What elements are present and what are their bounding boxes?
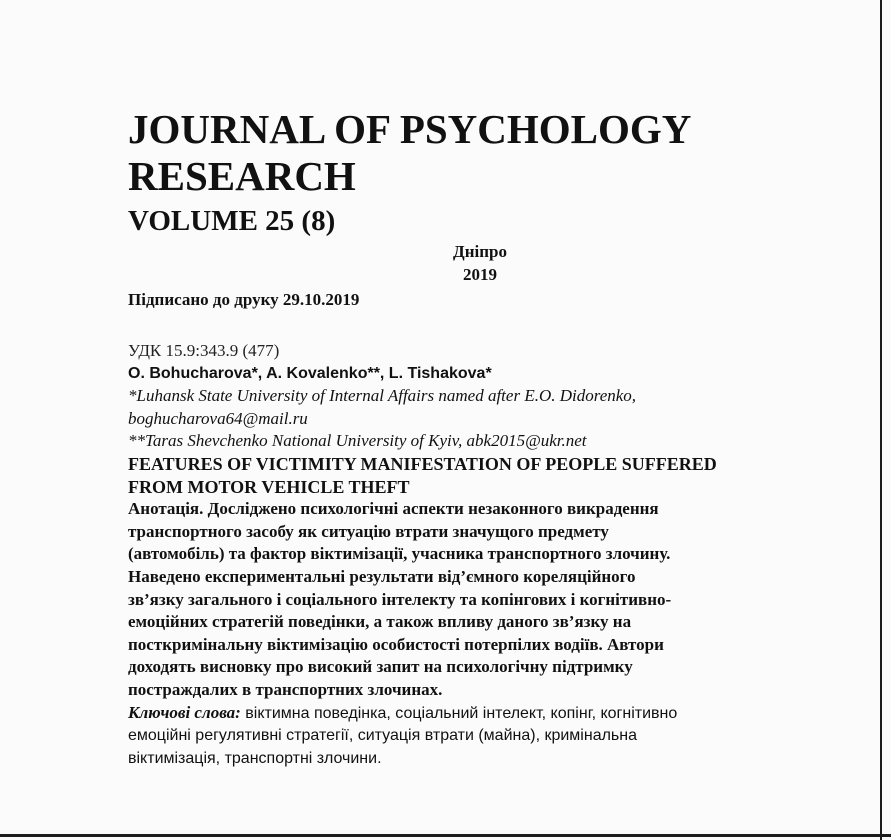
journal-title-line-2: RESEARCH: [128, 153, 356, 199]
keywords-line-2: емоційні регулятивні стратегії, ситуація втрати (майна), кримінальна: [128, 727, 637, 745]
keywords-line-1: [128, 702, 833, 726]
abstract-line: Наведено експериментальні результати від’ємного кореляційного: [128, 566, 636, 586]
affiliation-email-1: boghucharova64@mail.ru: [128, 408, 308, 428]
abstract-line: транспортного засобу як ситуацію втрати значущого предмету: [128, 521, 609, 541]
abstract-line: постраждалих в транспортних злочинах.: [128, 679, 443, 699]
abstract-line: посткримінальну віктимізацію особистості потерпілих водіїв. Автори: [128, 634, 664, 654]
page-right-border: [880, 0, 882, 840]
publication-city: Дніпро: [453, 242, 507, 261]
article-title-line-2: FROM MOTOR VEHICLE THEFT: [128, 476, 410, 497]
page-bottom-border: [0, 834, 891, 837]
article-block: [128, 340, 833, 770]
journal-title: [128, 106, 868, 200]
signed-to-print: Підписано до друку 29.10.2019: [128, 290, 360, 309]
abstract-line: емоційних стратегій поведінки, а також впливу даного зв’язку на: [128, 612, 632, 632]
article-title-line-1: FEATURES OF VICTIMITY MANIFESTATION OF PEOPLE SUFFERED: [128, 453, 717, 474]
keywords-label: Ключові слова:: [128, 702, 241, 722]
abstract-line: зв’язку загального і соціального інтелекту та копінгових і когнітивно-: [128, 589, 672, 609]
journal-title-line-1: JOURNAL OF PSYCHOLOGY: [128, 106, 692, 152]
keywords-line-3: віктимізація, транспортні злочини.: [128, 749, 382, 767]
abstract-line: (автомобіль) та фактор віктимізації, учасника транспортного злочину.: [128, 544, 671, 564]
article-authors: O. Bohucharova*, A. Kovalenko**, L. Tishakova*: [128, 364, 492, 382]
udk-code: УДК 15.9:343.9 (477): [128, 341, 280, 360]
publication-year: 2019: [463, 265, 497, 284]
abstract-line: доходять висновку про високий запит на психологічну підтримку: [128, 657, 633, 677]
keywords-text: віктимна поведінка, соціальний інтелект, копінг, когнітивно: [240, 704, 678, 722]
affiliation-line-1: *Luhansk State University of Internal Affairs named after E.O. Didorenko,: [128, 386, 637, 406]
journal-volume: VOLUME 25 (8): [128, 205, 336, 237]
affiliation-line-2: **Taras Shevchenko National University of Kyiv, abk2015@ukr.net: [128, 431, 587, 451]
abstract-line: Анотація. Досліджено психологічні аспекти незаконного викрадення: [128, 499, 659, 519]
